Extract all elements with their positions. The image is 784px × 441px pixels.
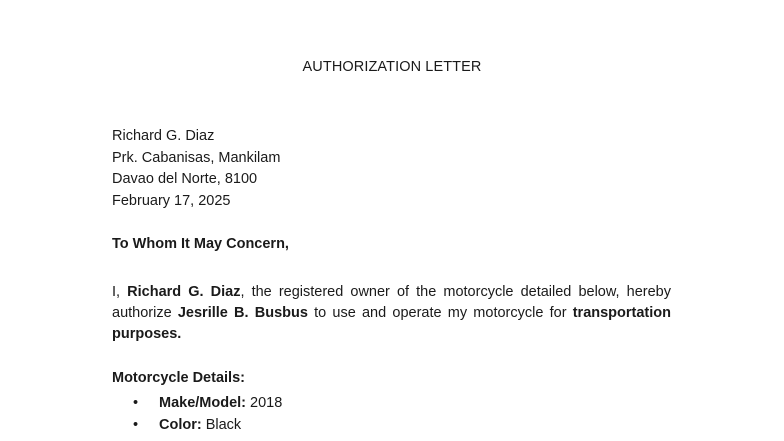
sender-address-line1: Prk. Cabanisas, Mankilam	[112, 149, 281, 166]
bullet-icon: •	[133, 395, 139, 411]
body-mid2: to use and operate my motorcycle for	[307, 305, 573, 321]
details-heading: Motorcycle Details:	[112, 370, 245, 386]
sender-block	[112, 126, 280, 212]
body-paragraph	[112, 282, 671, 345]
list-item	[112, 414, 282, 436]
body-mid1: , the registered owner of the motorcycle detailed below, hereby authorize	[112, 284, 671, 321]
body-intro: I,	[112, 284, 128, 300]
salutation: To Whom It May Concern,	[112, 236, 289, 252]
owner-name: Richard G. Diaz	[127, 284, 241, 300]
detail-label: Color:	[159, 417, 202, 433]
detail-value: Black	[201, 417, 242, 433]
sender-name: Richard G. Diaz	[112, 128, 215, 144]
purpose: transportation purposes.	[112, 305, 671, 342]
list-item	[112, 392, 282, 414]
detail-value: 2018	[246, 395, 283, 411]
sender-address-line2: Davao del Norte, 8100	[112, 171, 258, 187]
bullet-icon: •	[133, 417, 139, 433]
details-list	[112, 392, 282, 436]
document-title: AUTHORIZATION LETTER	[302, 59, 482, 75]
authorized-name: Jesrille B. Busbus	[177, 305, 308, 321]
detail-label: Make/Model:	[159, 395, 247, 411]
letter-date: February 17, 2025	[112, 192, 231, 209]
